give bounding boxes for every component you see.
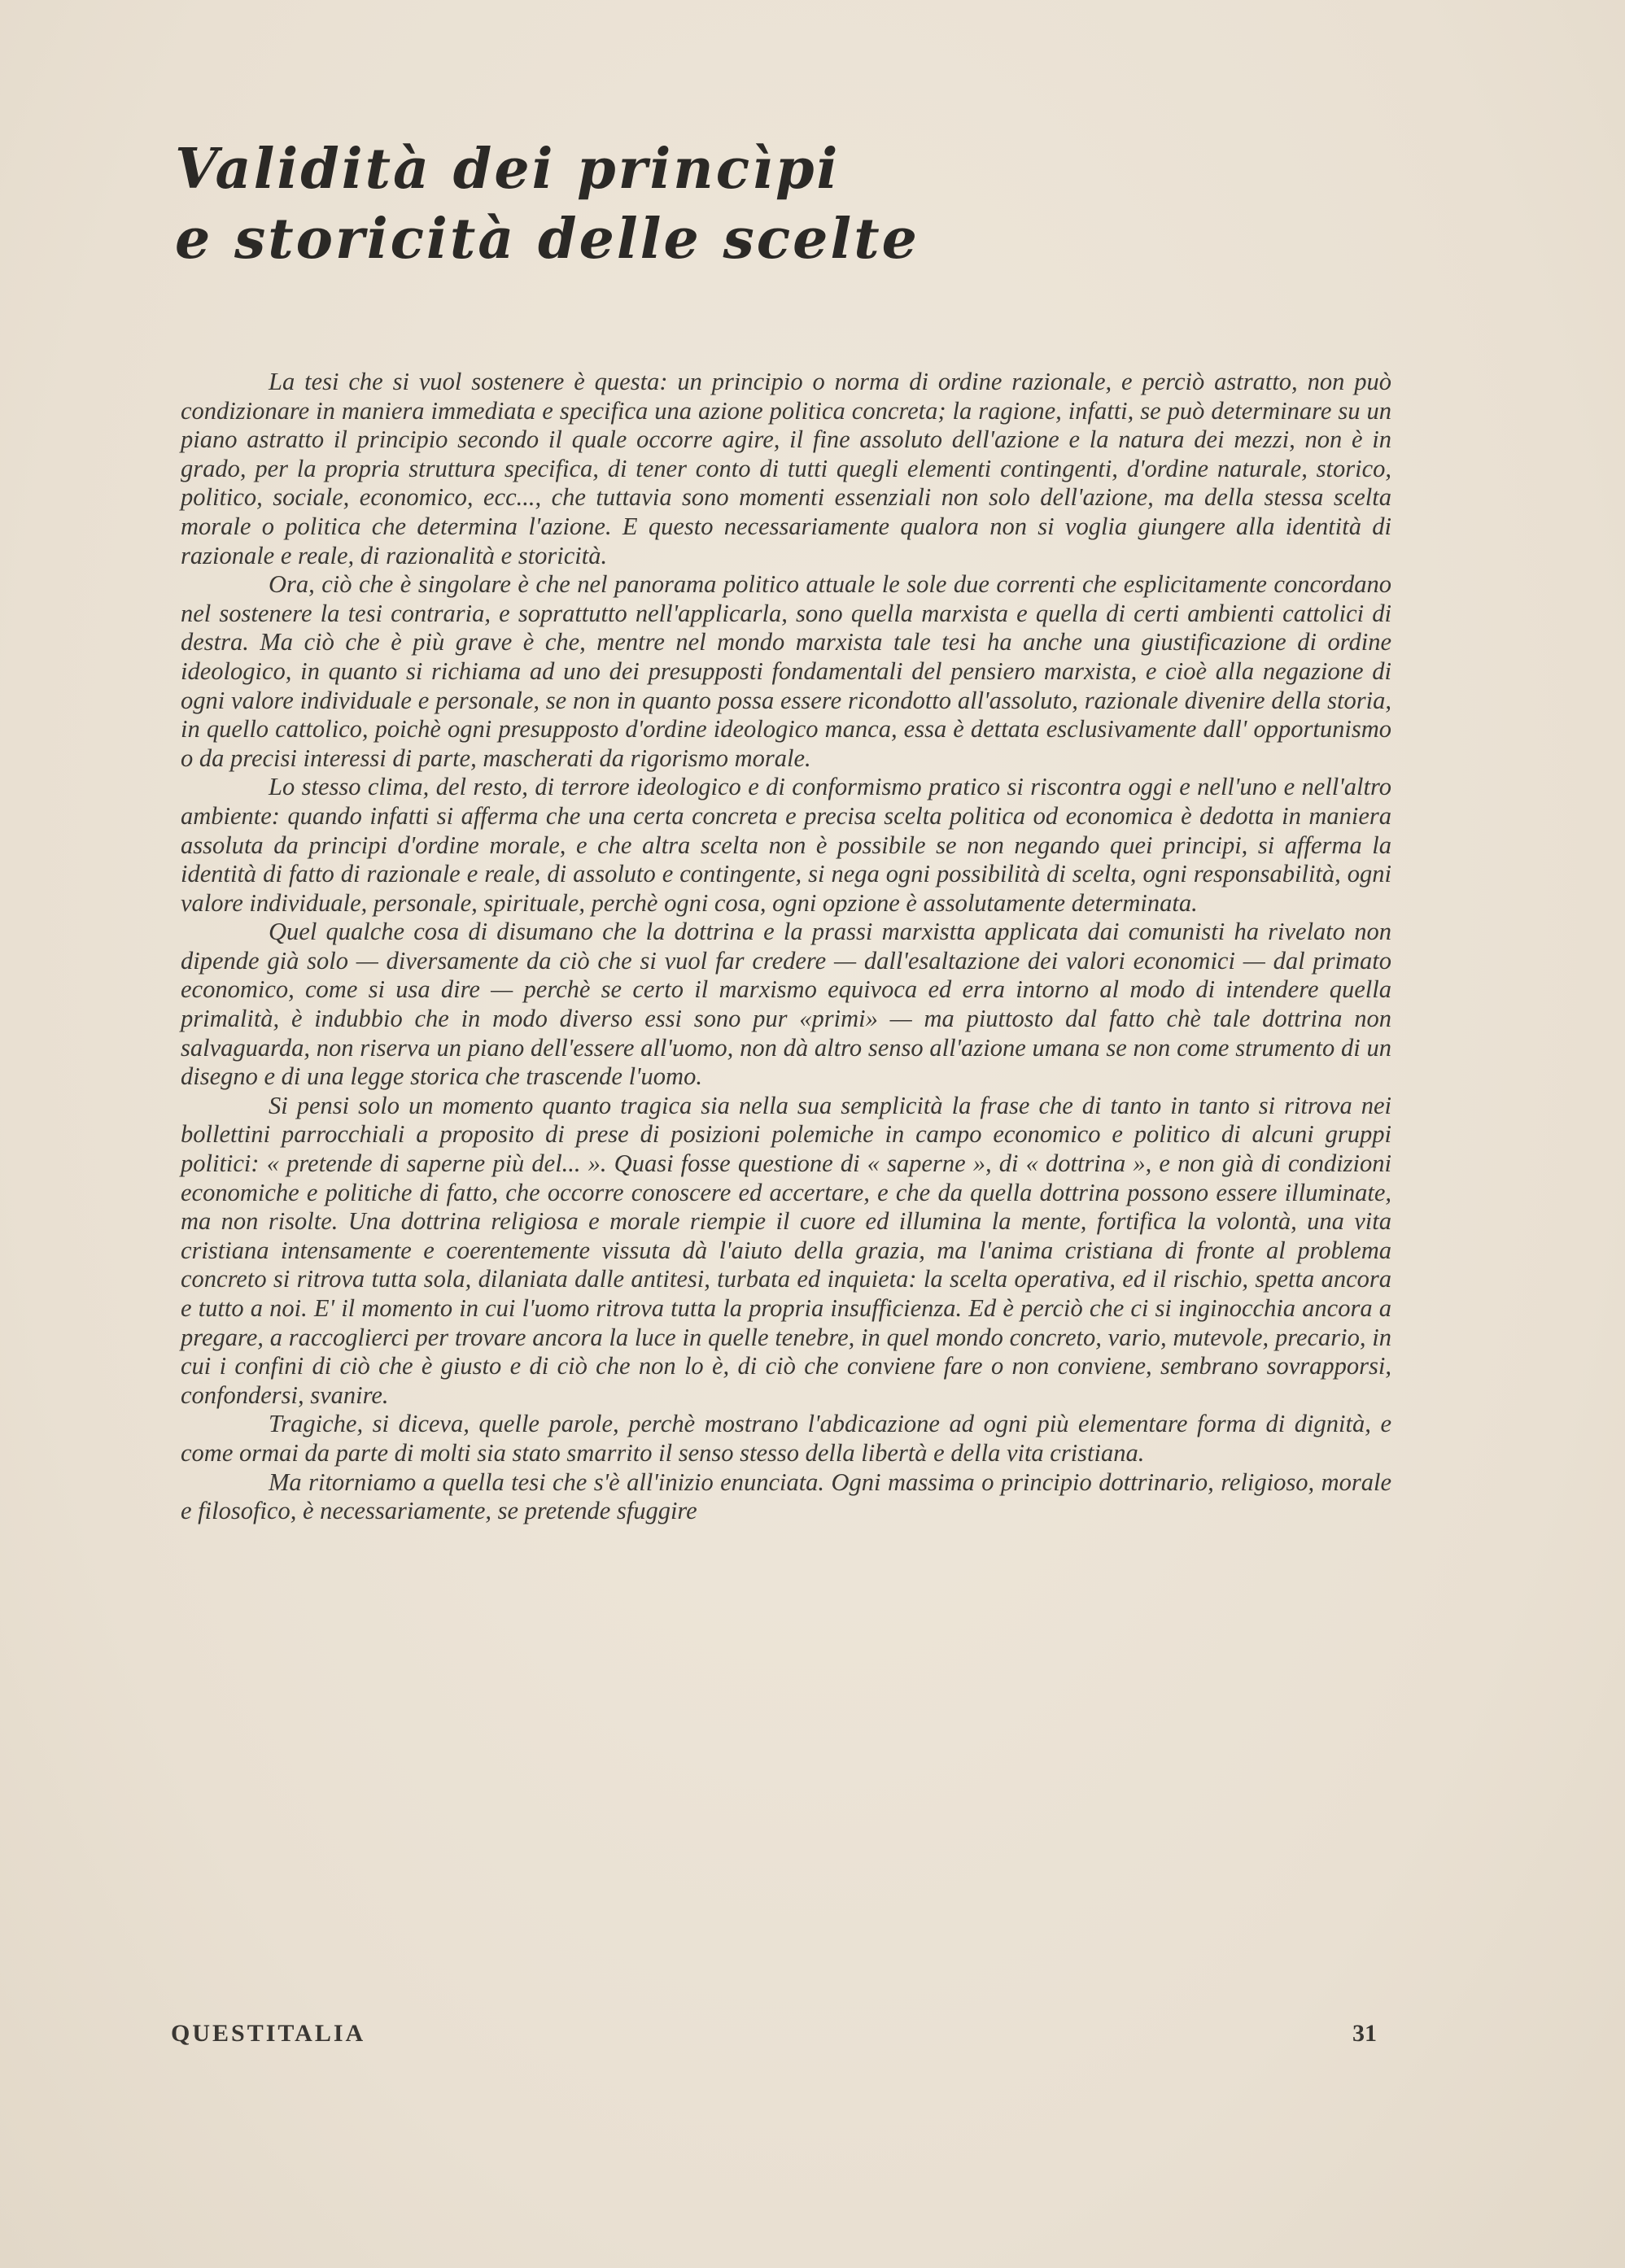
paragraph: Quel qualche cosa di disumano che la dottrina e la prassi marxistta applicata dai comunisti ha rivelato non dipende già solo — diversamente da ciò che si vuol far credere — dall'esaltazione dei valori economici — dal primato economico, come si usa dire — perchè se certo il marxismo equivoca ed erra intorno al modo di intendere quella primalità, è indubbio che in modo diverso essi sono pur «primi» — ma piuttosto dal fatto chè tale dottrina non salvaguarda, non riserva un piano dell'essere all'uomo, non dà altro senso all'azione umana se non come strumento di un disegno e di una legge storica che trascende l'uomo. [181,918,1391,1091]
journal-name: QUESTITALIA [171,2020,366,2047]
paragraph: Ma ritorniamo a quella tesi che s'è all'inizio enunciata. Ogni massima o principio dottrinario, religioso, morale e filosofico, è necessariamente, se pretende sfuggire [181,1468,1391,1525]
paragraph: Lo stesso clima, del resto, di terrore ideologico e di conformismo pratico si riscontra oggi e nell'uno e nell'altro ambiente: quando infatti si afferma che una certa concreta e precisa scelta politica od economica è dedotta in maniera assoluta da principi d'ordine morale, e che altra scelta non è possibile se non negando quei principi, si afferma la identità di fatto di razionale e reale, di assoluto e contingente, si nega ogni possibilità di scelta, ogni responsabilità, ogni valore individuale, personale, spirituale, perchè ogni cosa, ogni opzione è assolutamente determinata. [181,773,1391,917]
page-number: 31 [1352,2020,1377,2047]
paragraph: Si pensi solo un momento quanto tragica sia nella sua semplicità la frase che di tanto in tanto si ritrova nei bollettini parrocchiali a proposito di prese di posizioni polemiche in campo economico e politico di alcuni gruppi politici: « pretende di saperne più del... ». Quasi fosse questione di « saperne », di « dottrina », e non già di condizioni economiche e politiche di fatto, che occorre conoscere ed accertare, e che da quella dottrina possono essere illuminate, ma non risolte. Una dottrina religiosa e morale riempie il cuore ed illumina la mente, fortifica la volontà, una vita cristiana intensamente e coerentemente vissuta dà l'aiuto della grazia, ma l'anima cristiana di fronte al problema concreto si ritrova tutta sola, dilaniata dalle antitesi, turbata ed inquieta: la scelta operativa, ed il rischio, spetta ancora e tutto a noi. E' il momento in cui l'uomo ritrova tutta la propria insufficienza. Ed è perciò che ci si inginocchia ancora a pregare, a raccoglierci per trovare ancora la luce in quelle tenebre, in quel mondo concreto, vario, mutevole, precario, in cui i confini di ciò che è giusto e di ciò che non lo è, di ciò che conviene fare o non conviene, sembrano sovrapporsi, confondersi, svanire. [181,1091,1391,1409]
paragraph: Tragiche, si diceva, quelle parole, perchè mostrano l'abdicazione ad ogni più elementare forma di dignità, e come ormai da parte di molti sia stato smarrito il senso stesso della libertà e della vita cristiana. [181,1410,1391,1467]
article-body [181,368,1391,1526]
article-title-line-2: e storicità delle scelte [175,207,920,272]
article-title [175,134,1396,274]
paragraph: Ora, ciò che è singolare è che nel panorama politico attuale le sole due correnti che esplicitamente concordano nel sostenere la tesi contraria, e soprattutto nell'applicarla, sono quella marxista e quella di certi ambienti cattolici di destra. Ma ciò che è più grave è che, mentre nel mondo marxista tale tesi ha anche una giustificazione di ordine ideologico, in quanto si richiama ad uno dei presupposti fondamentali del pensiero marxista, e cioè alla negazione di ogni valore individuale e personale, se non in quanto possa essere ricondotto all'assoluto, razionale divenire della storia, in quello cattolico, poichè ogni presupposto d'ordine ideologico manca, essa è dettata esclusivamente dall' opportunismo o da precisi interessi di parte, mascherati da rigorismo morale. [181,570,1391,772]
article-title-line-1: Validità dei princìpi [175,137,841,202]
paragraph: La tesi che si vuol sostenere è questa: un principio o norma di ordine razionale, e perciò astratto, non può condizionare in maniera immediata e specifica una azione politica concreta; la ragione, infatti, se può determinare su un piano astratto il principio secondo il quale occorre agire, il fine assoluto dell'azione e la natura dei mezzi, non è in grado, per la propria struttura specifica, di tener conto di tutti quegli elementi contingenti, d'ordine naturale, storico, politico, sociale, economico, ecc..., che tuttavia sono momenti essenziali non solo dell'azione, ma della stessa scelta morale o politica che determina l'azione. E questo necessariamente qualora non si voglia giungere alla identità di razionale e reale, di razionalità e storicità. [181,368,1391,569]
